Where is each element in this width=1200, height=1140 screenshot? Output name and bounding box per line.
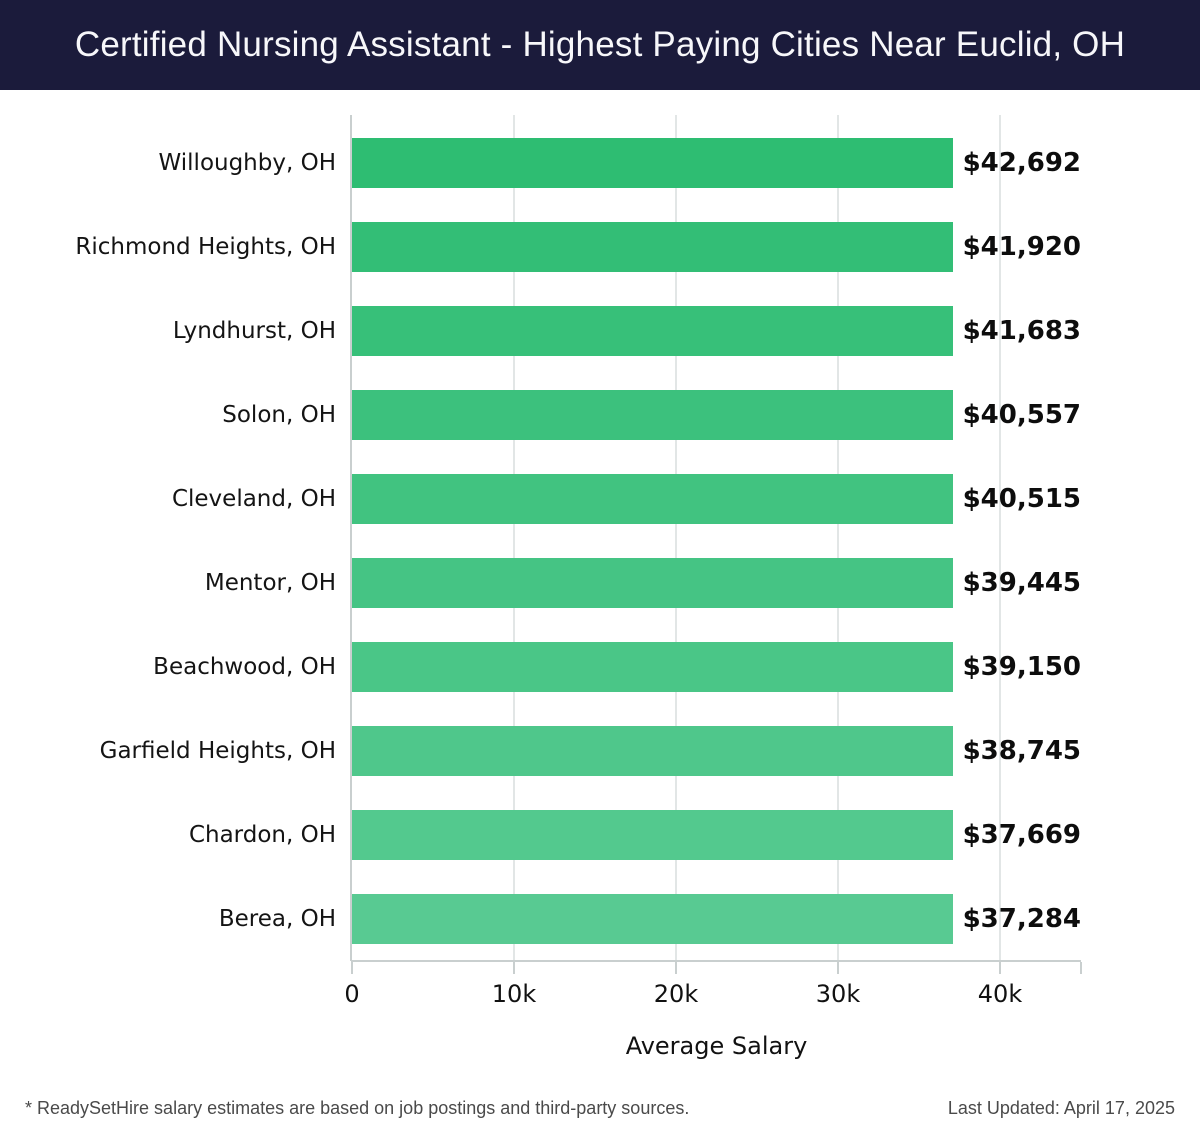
tick-mark	[999, 962, 1001, 974]
x-axis-title: Average Salary	[625, 1032, 808, 1060]
bar	[352, 726, 953, 776]
bar	[352, 642, 953, 692]
bar	[352, 306, 953, 356]
category-label: Richmond Heights, OH	[75, 234, 336, 260]
tick-label: 40k	[977, 980, 1023, 1008]
value-label: $42,692	[962, 148, 1081, 178]
bar-row	[352, 541, 1081, 625]
header	[0, 0, 1200, 90]
tick-mark	[351, 962, 353, 974]
value-label: $40,557	[962, 400, 1081, 430]
footer	[0, 1098, 1200, 1119]
source-note: * ReadySetHire salary estimates are based on job postings and third-party sources.	[25, 1098, 690, 1118]
tick-mark	[675, 962, 677, 974]
bar	[352, 894, 953, 944]
category-label: Mentor, OH	[204, 570, 336, 596]
bar	[352, 474, 953, 524]
bar-row	[352, 289, 1081, 373]
bar-row	[352, 457, 1081, 541]
bar-row	[352, 205, 1081, 289]
category-label: Solon, OH	[222, 402, 336, 428]
category-label: Garfield Heights, OH	[99, 738, 336, 764]
bar-row	[352, 625, 1081, 709]
value-label: $39,445	[962, 568, 1081, 598]
bar	[352, 390, 953, 440]
bar-rows	[352, 121, 1081, 961]
category-labels	[0, 121, 336, 961]
category-label: Cleveland, OH	[171, 486, 336, 512]
bar	[352, 558, 953, 608]
bar-row	[352, 793, 1081, 877]
bar-row	[352, 121, 1081, 205]
tick-mark	[837, 962, 839, 974]
category-label: Willoughby, OH	[158, 150, 336, 176]
page-title: Certified Nursing Assistant - Highest Paying Cities Near Euclid, OH	[74, 25, 1126, 64]
value-label: $41,920	[962, 232, 1081, 262]
plot-area	[352, 115, 1081, 961]
value-label: $41,683	[962, 316, 1081, 346]
tick-label: 10k	[491, 980, 537, 1008]
value-label: $38,745	[962, 736, 1081, 766]
category-label: Chardon, OH	[188, 822, 336, 848]
category-label: Beachwood, OH	[153, 654, 336, 680]
value-label: $40,515	[962, 484, 1081, 514]
tick-label: 0	[344, 980, 360, 1008]
tick-mark	[1080, 962, 1082, 974]
category-label: Lyndhurst, OH	[172, 318, 336, 344]
bar	[352, 810, 953, 860]
value-label: $37,669	[962, 820, 1081, 850]
category-label: Berea, OH	[218, 906, 336, 932]
bar-row	[352, 373, 1081, 457]
last-updated: Last Updated: April 17, 2025	[947, 1098, 1175, 1118]
bar	[352, 138, 953, 188]
bar-row	[352, 709, 1081, 793]
bar	[352, 222, 953, 272]
x-axis-line	[351, 960, 1081, 962]
value-label: $37,284	[962, 904, 1081, 934]
tick-label: 20k	[653, 980, 699, 1008]
tick-label: 30k	[815, 980, 861, 1008]
value-label: $39,150	[962, 652, 1081, 682]
tick-mark	[513, 962, 515, 974]
bar-row	[352, 877, 1081, 961]
